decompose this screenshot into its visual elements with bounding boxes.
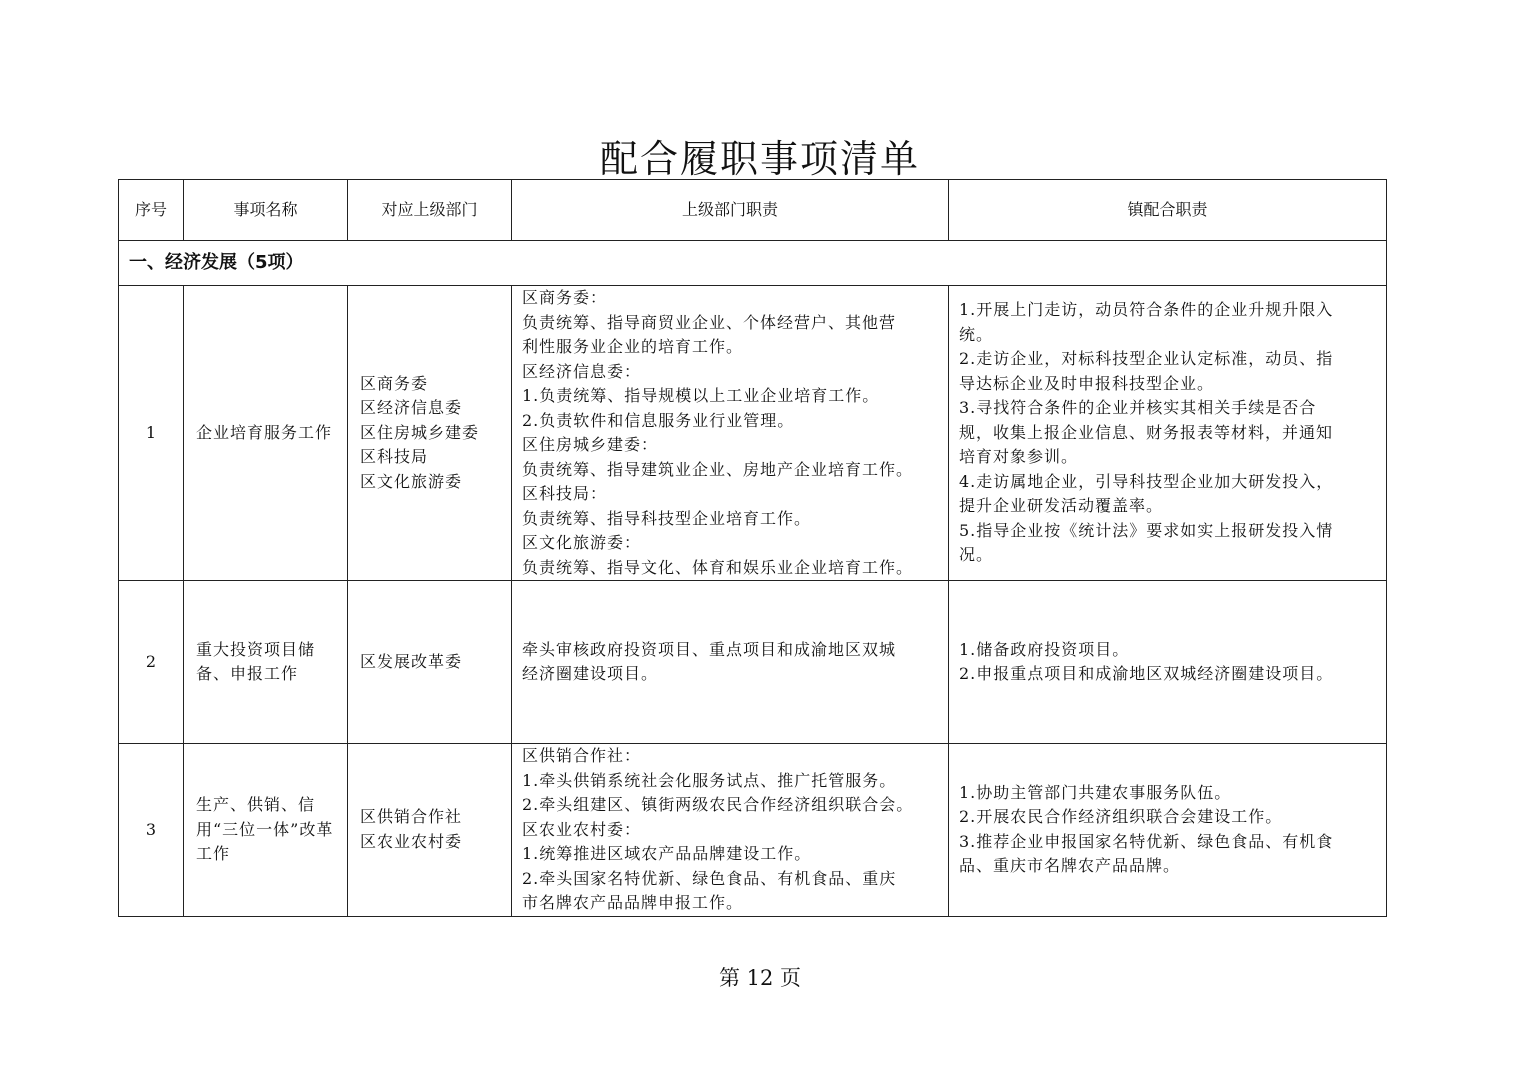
section-row [119,241,1387,286]
item-name: 企业培育服务工作 [184,286,348,581]
superior-duty-line: 负责统筹、指导商贸业企业、个体经营户、其他营 [522,312,897,332]
town-duty-line: 4.走访属地企业，引导科技型企业加大研发投入， [959,471,1334,491]
town-duty-line: 品、重庆市名牌农产品品牌。 [959,856,1181,876]
page-title: 配合履职事项清单 [599,137,920,181]
superior-duty-line: 牵头审核政府投资项目、重点项目和成渝地区双城 [522,639,897,659]
department-cell [348,286,512,581]
superior-duty-line: 1.统筹推进区域农产品品牌建设工作。 [522,844,812,863]
town-duty-line: 导达标企业及时申报科技型企业。 [959,373,1215,393]
header-department: 对应上级部门 [348,180,512,241]
town-duty-line: 培育对象参训。 [959,447,1079,467]
department-name: 区供销合作社 [360,807,463,827]
superior-duty-line: 利性服务业企业的培育工作。 [522,337,744,356]
superior-duty-line: 2.牵头组建区、镇街两级农民合作经济组织联合会。 [522,795,914,814]
table-row [119,581,1387,744]
town-duty-line: 2.走访企业，对标科技型企业认定标准，动员、指 [959,349,1334,369]
row-number: 3 [119,744,184,917]
department-cell [348,744,512,917]
superior-duty-line: 1.负责统筹、指导规模以上工业企业培育工作。 [522,386,880,405]
town-duty-line: 提升企业研发活动覆盖率。 [959,496,1164,516]
superior-duty-line: 经济圈建设项目。 [522,664,659,683]
department-name: 区经济信息委 [360,398,463,418]
page-number: 第 12 页 [718,966,802,990]
superior-duty-line: 区住房城乡建委： [522,435,659,454]
town-duties-cell [949,744,1387,917]
town-duty-line: 统。 [959,324,994,344]
superior-duty-line: 1.牵头供销系统社会化服务试点、推广托管服务。 [522,770,897,790]
table-row [119,286,1387,581]
town-duties-cell [949,581,1387,744]
department-name: 区住房城乡建委 [360,422,480,442]
superior-duty-line: 负责统筹、指导科技型企业培育工作。 [522,508,812,528]
superior-duty-line: 区经济信息委： [522,361,642,381]
superior-duty-line: 负责统筹、指导文化、体育和娱乐业企业培育工作。 [522,557,914,577]
table-row [119,744,1387,917]
town-duty-line: 2.申报重点项目和成渝地区双城经济圈建设项目。 [959,664,1334,683]
superior-duty-line: 区商务委： [522,288,608,307]
superior-duty-line: 2.牵头国家名特优新、绿色食品、有机食品、重庆 [522,868,897,888]
department-name: 区商务委 [360,373,429,393]
town-duty-line: 2.开展农民合作经济组织联合会建设工作。 [959,807,1283,827]
town-duty-line: 3.寻找符合条件的企业并核实其相关手续是否合 [959,398,1317,418]
town-duties-cell [949,286,1387,581]
superior-duty-line: 市名牌农产品品牌申报工作。 [522,893,744,912]
header-town-duties: 镇配合职责 [949,180,1387,241]
superior-duty-line: 2.负责软件和信息服务业行业管理。 [522,410,795,430]
item-name: 重大投资项目储备、申报工作 [184,581,348,744]
town-duty-line: 1.协助主管部门共建农事服务队伍。 [959,782,1232,802]
row-number: 1 [119,286,184,581]
header-item-name: 事项名称 [184,180,348,241]
superior-duties-cell [512,744,949,917]
item-name: 生产、供销、信用“三位一体”改革工作 [184,744,348,917]
town-duty-line: 5.指导企业按《统计法》要求如实上报研发投入情 [959,520,1334,540]
town-duty-line: 规，收集上报企业信息、财务报表等材料，并通知 [959,422,1334,442]
header-superior-duties: 上级部门职责 [512,180,949,241]
duties-table [118,179,1387,917]
superior-duty-line: 区科技局： [522,484,608,503]
town-duty-line: 1.开展上门走访，动员符合条件的企业升规升限入 [959,300,1334,320]
superior-duty-line: 负责统筹、指导建筑业企业、房地产企业培育工作。 [522,459,914,479]
department-name: 区发展改革委 [360,651,463,671]
department-cell [348,581,512,744]
header-number: 序号 [119,180,184,241]
town-duty-line: 1.储备政府投资项目。 [959,639,1130,659]
superior-duties-cell [512,581,949,744]
department-name: 区农业农村委 [360,831,463,851]
superior-duty-line: 区文化旅游委： [522,533,642,552]
town-duty-line: 况。 [959,545,994,565]
superior-duty-line: 区供销合作社： [522,746,642,765]
department-name: 区文化旅游委 [360,471,463,491]
row-number: 2 [119,581,184,744]
superior-duties-cell [512,286,949,581]
table-header-row [119,180,1387,241]
superior-duty-line: 区农业农村委： [522,819,642,839]
section-title: 一、经济发展（5项） [119,241,1387,286]
town-duty-line: 3.推荐企业申报国家名特优新、绿色食品、有机食 [959,831,1334,851]
department-name: 区科技局 [360,447,429,467]
